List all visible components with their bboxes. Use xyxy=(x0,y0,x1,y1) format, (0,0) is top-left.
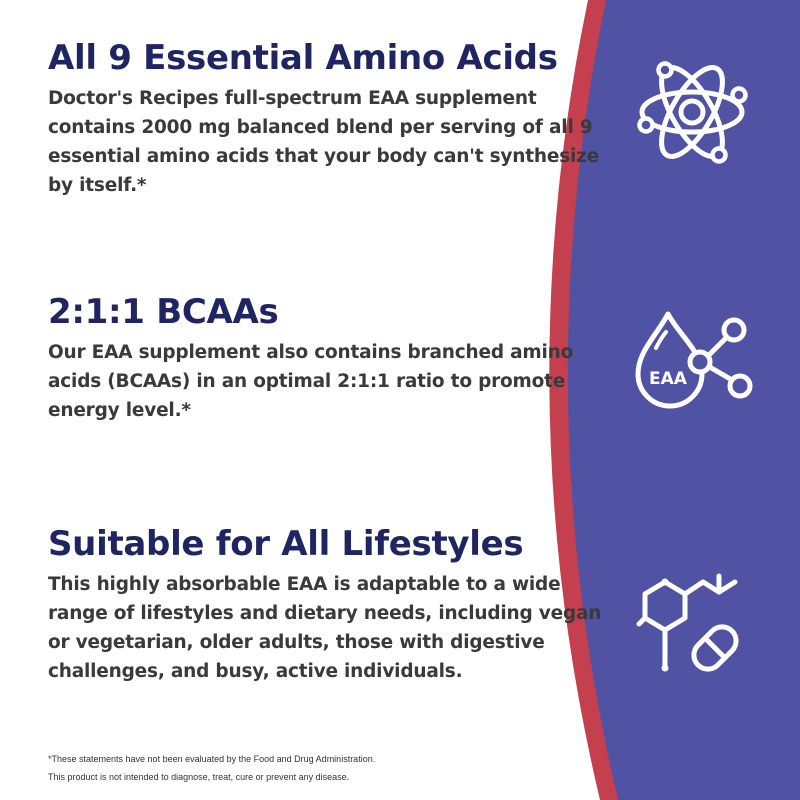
disclaimer-line-2: This product is not intended to diagnose, treat, cure or prevent any disease. xyxy=(48,772,350,782)
section-title: 2:1:1 BCAAs xyxy=(48,292,279,332)
section-body: Doctor's Recipes full-spectrum EAA supplement contains 2000 mg balanced blend per serving of all 9 essential amino acids that your body can't synthesize by itself.* xyxy=(48,88,600,196)
eaa-icon-label: EAA xyxy=(649,369,687,389)
fda-disclaimer xyxy=(48,750,548,786)
section-body: Our EAA supplement also contains branched amino acids (BCAAs) in an optimal 2:1:1 ratio to promote energy level.* xyxy=(48,342,574,421)
eaa-drop-molecule-icon xyxy=(628,308,753,423)
section-title: All 9 Essential Amino Acids xyxy=(48,38,558,78)
atom-icon xyxy=(635,55,750,170)
section-lifestyles xyxy=(48,524,608,686)
section-body: This highly absorbable EAA is adaptable to a wide range of lifestyles and dietary needs, including vegan or vegetarian, older adults, those with digestive challenges, and busy, active individuals. xyxy=(48,574,602,682)
molecule-capsule-icon xyxy=(635,568,750,683)
section-essential-amino-acids xyxy=(48,38,608,200)
section-title: Suitable for All Lifestyles xyxy=(48,524,524,564)
disclaimer-line-1: *These statements have not been evaluated by the Food and Drug Administration. xyxy=(48,754,376,764)
section-bcaas xyxy=(48,292,608,425)
